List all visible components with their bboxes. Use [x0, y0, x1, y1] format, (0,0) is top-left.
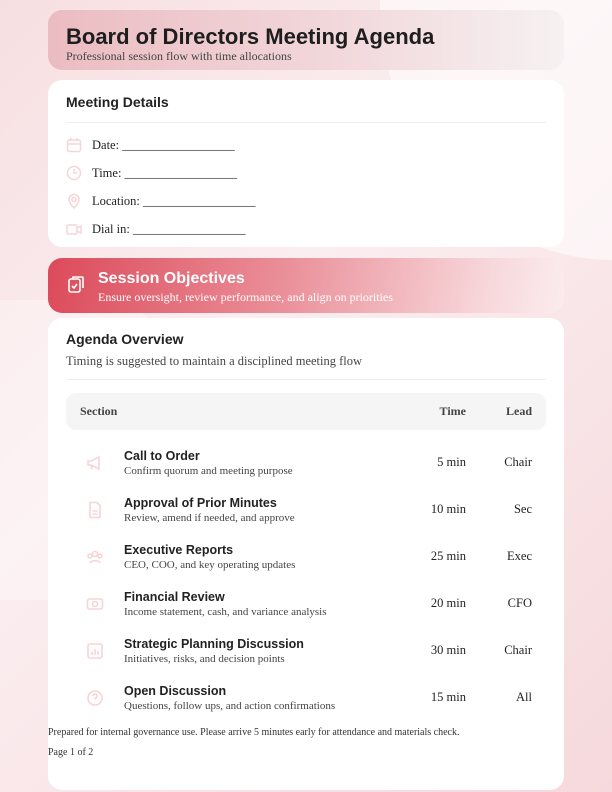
detail-date	[66, 131, 546, 159]
row-lead: All	[516, 690, 532, 704]
row-title: Approval of Prior Minutes	[124, 495, 277, 510]
row-time: 10 min	[430, 502, 466, 516]
row-title: Financial Review	[124, 589, 225, 604]
row-description: Initiatives, risks, and decision points	[124, 652, 285, 665]
table-row	[66, 580, 546, 627]
table-row	[66, 439, 546, 486]
table-row	[66, 674, 546, 721]
section-subtitle: Timing is suggested to maintain a disciplined meeting flow	[66, 354, 363, 368]
row-title: Open Discussion	[124, 683, 227, 698]
row-title: Call to Order	[124, 448, 200, 463]
row-description: Review, amend if needed, and approve	[124, 511, 295, 524]
row-time: 20 min	[430, 596, 466, 610]
people-icon	[86, 548, 104, 566]
detail-label: Location: __________________	[92, 193, 256, 208]
detail-label: Date: __________________	[92, 137, 235, 152]
table-row	[66, 486, 546, 533]
row-description: Questions, follow ups, and action confirmations	[124, 699, 336, 712]
location-pin-icon	[66, 193, 82, 209]
agenda-rows	[66, 439, 546, 721]
document-icon	[86, 501, 104, 519]
row-time: 5 min	[437, 455, 466, 469]
objectives-subtitle: Ensure oversight, review performance, and align on priorities	[98, 290, 393, 304]
row-icon	[80, 548, 110, 566]
detail-dial-in	[66, 215, 546, 243]
row-icon	[80, 689, 110, 707]
question-icon	[86, 689, 104, 707]
detail-label: Time: __________________	[92, 165, 238, 180]
row-lead: Sec	[513, 502, 532, 516]
row-lead: Chair	[504, 643, 532, 657]
row-description: Income statement, cash, and variance analysis	[124, 605, 327, 618]
column-header-time: Time	[439, 404, 466, 418]
clock-icon	[66, 165, 82, 181]
table-row	[66, 627, 546, 674]
row-description: Confirm quorum and meeting purpose	[124, 464, 293, 477]
page-subtitle: Professional session flow with time allocations	[66, 49, 292, 63]
megaphone-icon	[86, 454, 104, 472]
detail-label: Dial in: __________________	[92, 221, 246, 236]
row-lead: Exec	[507, 549, 532, 563]
column-header-lead: Lead	[505, 404, 532, 418]
header-card	[48, 10, 564, 70]
column-header-section: Section	[80, 404, 118, 418]
row-time: 30 min	[430, 643, 466, 657]
row-icon	[80, 501, 110, 519]
objectives-title: Session Objectives	[98, 270, 245, 287]
row-title: Strategic Planning Discussion	[124, 636, 304, 651]
row-lead: Chair	[504, 455, 532, 469]
page-title: Board of Directors Meeting Agenda	[66, 24, 435, 49]
section-title: Meeting Details	[66, 94, 169, 110]
session-objectives-banner	[48, 258, 564, 313]
meeting-details-card	[48, 80, 564, 247]
row-icon	[80, 595, 110, 613]
detail-location	[66, 187, 546, 215]
video-camera-icon	[66, 221, 82, 237]
table-row	[66, 533, 546, 580]
table-header	[66, 393, 546, 430]
section-title: Agenda Overview	[66, 331, 184, 347]
clipboard-check-icon	[66, 274, 86, 294]
detail-time	[66, 159, 546, 187]
row-time: 25 min	[430, 549, 466, 563]
row-icon	[80, 642, 110, 660]
divider	[66, 122, 546, 123]
divider	[66, 379, 546, 380]
row-description: CEO, COO, and key operating updates	[124, 558, 296, 571]
row-title: Executive Reports	[124, 542, 234, 557]
chart-icon	[86, 642, 104, 660]
row-lead: CFO	[507, 596, 532, 610]
agenda-overview-card	[48, 318, 564, 790]
money-icon	[86, 595, 104, 613]
row-time: 15 min	[430, 690, 466, 704]
footer-note: Prepared for internal governance use. Please arrive 5 minutes early for attendance and materials check.	[48, 727, 460, 738]
calendar-icon	[66, 137, 82, 153]
row-icon	[80, 454, 110, 472]
page-number: Page 1 of 2	[48, 747, 94, 758]
